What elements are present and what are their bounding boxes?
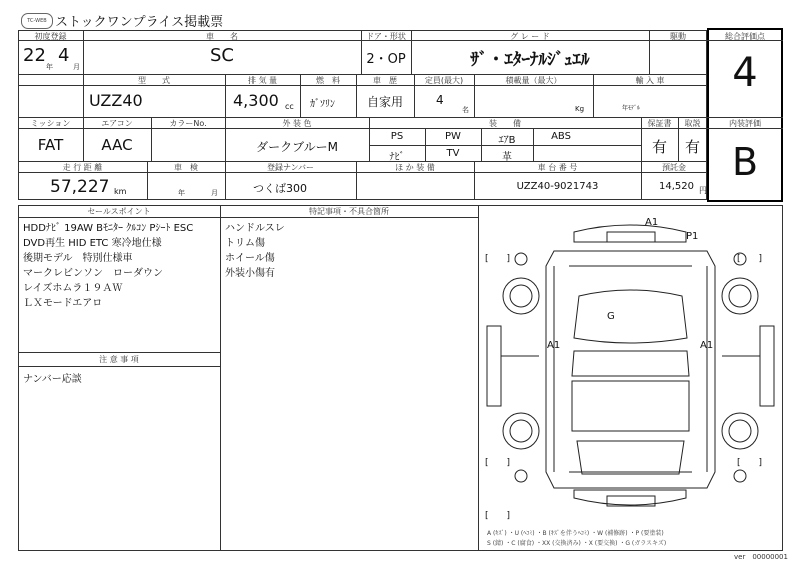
mark-right-side: A1	[700, 340, 714, 351]
label-chassis-no: 車 台 番 号	[537, 163, 578, 172]
label-door-form: ドア・形状	[366, 32, 406, 41]
car-name: SC	[210, 45, 234, 66]
bracket-front-left: [ ]	[485, 254, 511, 264]
reg-month: 4	[58, 45, 70, 66]
version-label: ver 00000001	[734, 553, 788, 561]
label-import-car: 輸 入 車	[635, 76, 665, 85]
mark-left-side: A1	[547, 340, 561, 351]
list-item: ハンドルスレ	[225, 223, 285, 234]
mileage: 57,227	[50, 177, 110, 197]
list-item: ホイール傷	[225, 253, 275, 264]
list-item: DVD再生 HID ETC 寒冷地仕様	[23, 238, 162, 249]
label-fuel: 燃 料	[316, 76, 340, 85]
equip-tv: TV	[446, 148, 460, 159]
body-outline	[546, 251, 715, 488]
brand-logo: TC-WEB	[21, 13, 53, 29]
bracket-rear-left: [ ]	[485, 458, 511, 468]
deposit: 14,520	[659, 181, 694, 192]
label-sales-points: セールスポイント	[87, 207, 151, 216]
list-item: ＬＸモードエアロ	[23, 298, 103, 309]
label-max-load: 積載量（最大）	[505, 76, 562, 85]
equip-navi: ﾅﾋﾞ	[389, 152, 405, 163]
chassis-no: UZZ40-9021743	[516, 181, 599, 192]
hood-shape	[574, 290, 687, 343]
warranty-value: 有	[651, 138, 667, 156]
list-item: レイズホムラ１９ＡＷ	[23, 283, 123, 294]
equip-airbag: ｴｱB	[498, 135, 516, 146]
equip-abs: ABS	[551, 131, 571, 142]
label-aircon: エアコン	[101, 119, 133, 128]
label-model: 型 式	[138, 76, 170, 85]
label-car-name: 車 名	[206, 32, 238, 41]
list-item: HDDﾅﾋﾞ 19AW Bﾓﾆﾀｰ ｸﾙｺﾝ Pｼｰﾄ ESC	[23, 223, 194, 234]
unit-km: km	[114, 187, 127, 196]
overall-score: 4	[732, 50, 758, 96]
damage-legend-1: A (ｷｽﾞ) ・U (ﾍｺﾐ) ・B (ｷｽﾞを伴うﾍｺﾐ) ・W (補修跡) ・P (要塗装)	[487, 530, 664, 537]
label-shaken: 車 検	[174, 163, 198, 172]
grade: ｻﾞ・ｴﾀｰﾅﾙｼﾞｭｴﾙ	[470, 50, 590, 70]
unit-yen: 円	[699, 186, 707, 195]
mark-front: A1	[645, 217, 659, 228]
unit-kg: Kg	[575, 105, 585, 113]
label-deposit: 預託金	[662, 163, 686, 172]
label-exterior-color: 外 装 色	[282, 119, 312, 128]
special-notes-list	[225, 221, 285, 281]
label-caution: 注 意 事 項	[99, 355, 139, 364]
door-form: 2・OP	[366, 52, 406, 67]
label-warranty: 保証書	[647, 119, 672, 128]
list-item: トリム傷	[225, 238, 265, 249]
unit-year: 年	[46, 63, 53, 71]
bracket-rear-right: [ ]	[737, 458, 763, 468]
mark-hood: G	[607, 311, 615, 322]
label-equipment: 装 備	[489, 119, 521, 128]
label-capacity: 定員(最大)	[424, 76, 464, 85]
rear-right-wheel	[722, 413, 758, 449]
unit-model-year: 年ﾓﾃﾞﾙ	[622, 105, 641, 112]
label-manual: 取説	[684, 119, 701, 128]
label-displacement: 排 気 量	[247, 76, 278, 85]
label-mileage: 走 行 距 離	[62, 163, 103, 172]
car-history: 自家用	[366, 95, 403, 109]
label-reg-number: 登録ナンバー	[266, 163, 315, 172]
front-right-wheel	[722, 278, 758, 314]
label-mission: ミッション	[30, 119, 71, 128]
list-item: 後期モデル 特別仕様車	[23, 253, 133, 264]
front-bumper-shape	[574, 225, 686, 242]
unit-cc: cc	[285, 102, 294, 111]
shaken-year-unit: 年	[178, 189, 185, 197]
interior-score: B	[731, 140, 759, 184]
reg-year: 22	[23, 45, 46, 66]
front-left-wheel	[503, 278, 539, 314]
list-item: マークレビンソン ローダウン	[23, 268, 163, 279]
displacement: 4,300	[233, 91, 279, 110]
label-overall-score: 総合評価点	[725, 32, 765, 41]
label-interior-score: 内装評価	[729, 119, 761, 128]
label-special-notes: 特記事項・不具合箇所	[309, 207, 389, 216]
unit-month: 月	[73, 63, 80, 71]
damage-legend-2: S (錆) ・C (腐食) ・XX (交換済み) ・X (要交換) ・G (ガラスキズ)	[487, 540, 667, 547]
manual-value: 有	[684, 138, 700, 156]
label-grade: グ レ ー ド	[510, 32, 550, 41]
label-car-history: 車 歴	[373, 76, 397, 85]
bracket-bottom: [ ]	[485, 511, 511, 521]
mission: FAT	[37, 136, 64, 154]
aircon: AAC	[101, 136, 133, 154]
unit-persons: 名	[462, 106, 469, 114]
fuel: ｶﾞｿﾘﾝ	[310, 99, 335, 110]
mark-bumper: P1	[686, 231, 699, 242]
equip-pw: PW	[445, 131, 461, 142]
equip-leather: 革	[502, 152, 512, 163]
equip-ps: PS	[390, 131, 404, 142]
rear-left-wheel	[503, 413, 539, 449]
exterior-color: ダークブルーM	[256, 140, 338, 154]
label-other-equipment: ほ か 装 備	[395, 163, 435, 172]
label-first-reg: 初度登録	[34, 32, 67, 41]
caution-list	[23, 372, 82, 387]
model-code: UZZ40	[89, 91, 143, 110]
list-item: 外装小傷有	[225, 268, 275, 279]
shaken-month-unit: 月	[211, 189, 218, 197]
list-item: ナンバー応談	[23, 374, 82, 385]
bracket-front-right: [ ]	[737, 254, 763, 264]
page-title: ストックワンプライス掲載票	[55, 15, 224, 30]
capacity: 4	[436, 93, 444, 107]
label-color-no: カラーNo.	[169, 119, 207, 128]
sales-points-list	[23, 221, 193, 311]
label-drive: 駆動	[670, 32, 686, 41]
reg-number: つくば300	[253, 182, 307, 195]
